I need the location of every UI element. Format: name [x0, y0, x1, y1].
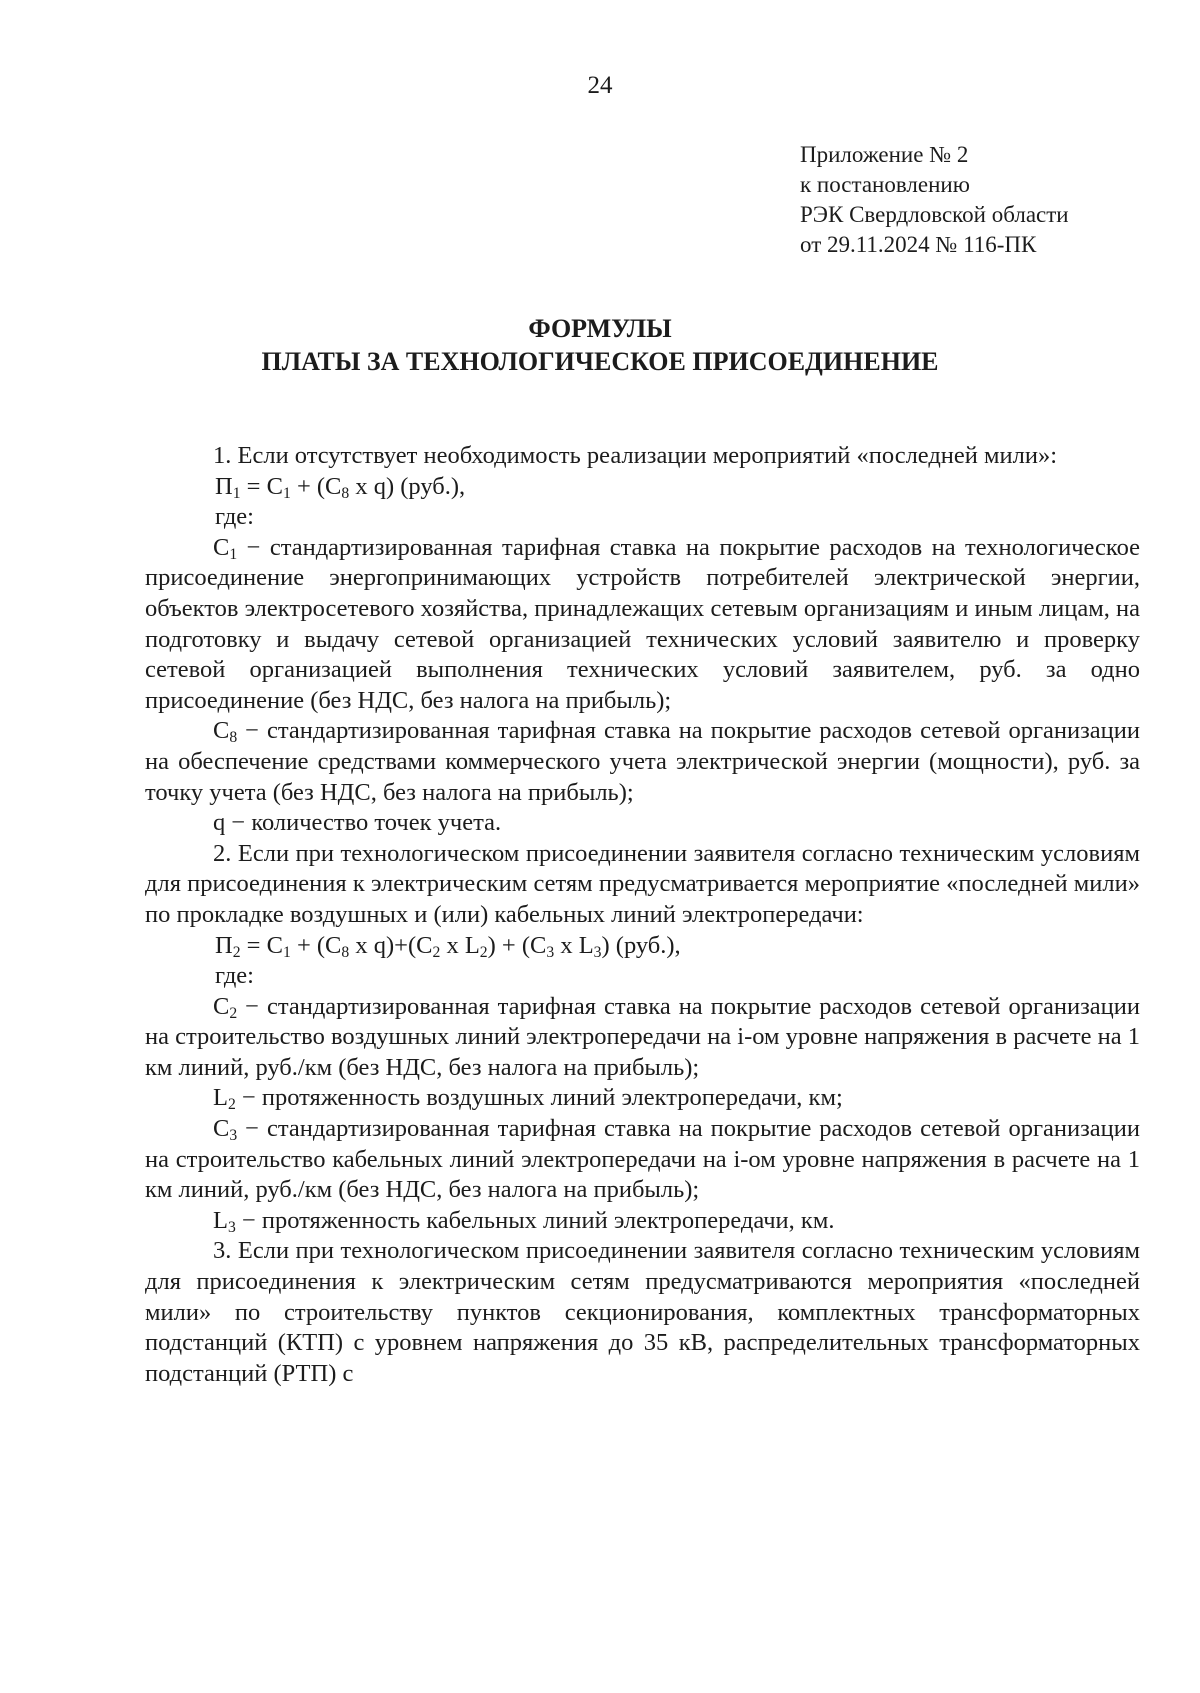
definition-l2: $L_2$ − протяженность воздушных линий электропередачи, км; [213, 1084, 843, 1114]
appendix-line: РЭК Свердловской области [800, 202, 1069, 227]
document-body [145, 441, 1140, 1389]
section-1-intro: 1. Если отсутствует необходимость реализации мероприятий «последней мили»: [213, 442, 1058, 469]
title-line: ФОРМУЛЫ [528, 314, 672, 343]
where-label: где: [215, 962, 254, 990]
where-label: где: [215, 503, 254, 531]
document-title [0, 312, 1200, 378]
definition-c2: $С_2$ − стандартизированная тарифная ставка на покрытие расходов сетевой организации на строительство воздушных линий электропередачи на i-ом уровне напряжения в расчете на 1 км линий, руб./км (без НДС, без налога на прибыль); [145, 992, 1140, 1081]
appendix-line: Приложение № 2 [800, 142, 969, 167]
definition-c8: $С_8$ − стандартизированная тарифная ставка на покрытие расходов сетевой организации на обеспечение средствами коммерческого учета электрической энергии (мощности), руб. за точку учета (без НДС, без налога на прибыль); [145, 717, 1140, 806]
definition-c1: $С_1$ − стандартизированная тарифная ставка на покрытие расходов на технологическое присоединение энергопринимающих устройств потребителей электрической энергии, объектов электросетевого хозяйства, принадлежащих сетевым организациям и иным лицам, на подготовку и выдачу сетевой организацией технических условий заявителю и проверку сетевой организацией выполнения технических условий заявителем, руб. за одно присоединение (без НДС, без налога на прибыль); [145, 533, 1140, 714]
page-number: 24 [587, 72, 613, 99]
section-2-intro: 2. Если при технологическом присоединении заявителя согласно техническим условиям для присоединения к электрическим сетям предусматривается мероприятие «последней мили» по прокладке воздушных и (или) кабельных линий электропередачи: [145, 839, 1140, 928]
appendix-block [800, 140, 1069, 260]
definition-l3: $L_3$ − протяженность кабельных линий электропередачи, км. [213, 1206, 835, 1236]
formula-2: $П_2 = С_1 + (С_8$ x $q)+(С_2$ x $L_2) + (С_3$ x $L_3$) (руб.), [215, 931, 681, 961]
title-line: ПЛАТЫ ЗА ТЕХНОЛОГИЧЕСКОЕ ПРИСОЕДИНЕНИЕ [261, 347, 939, 376]
definition-q: q − количество точек учета. [213, 809, 502, 837]
formula-1: $П_1 = С_1 + (С_8$ x q) (руб.), [215, 472, 466, 502]
section-3-intro: 3. Если при технологическом присоединении заявителя согласно техническим условиям для присоединения к электрическим сетям предусматриваются мероприятия «последней мили» по строительству пунктов секционирования, комплектных трансформаторных подстанций (КТП) с уровнем напряжения до 35 кВ, распределительных трансформаторных подстанций (РТП) с [145, 1237, 1140, 1387]
definition-c3: $С_3$ − стандартизированная тарифная ставка на покрытие расходов сетевой организации на строительство кабельных линий электропередачи на i-ом уровне напряжения в расчете на 1 км линий, руб./км (без НДС, без налога на прибыль); [145, 1115, 1140, 1204]
appendix-line: к постановлению [800, 172, 970, 197]
appendix-line: от 29.11.2024 № 116-ПК [800, 232, 1037, 257]
